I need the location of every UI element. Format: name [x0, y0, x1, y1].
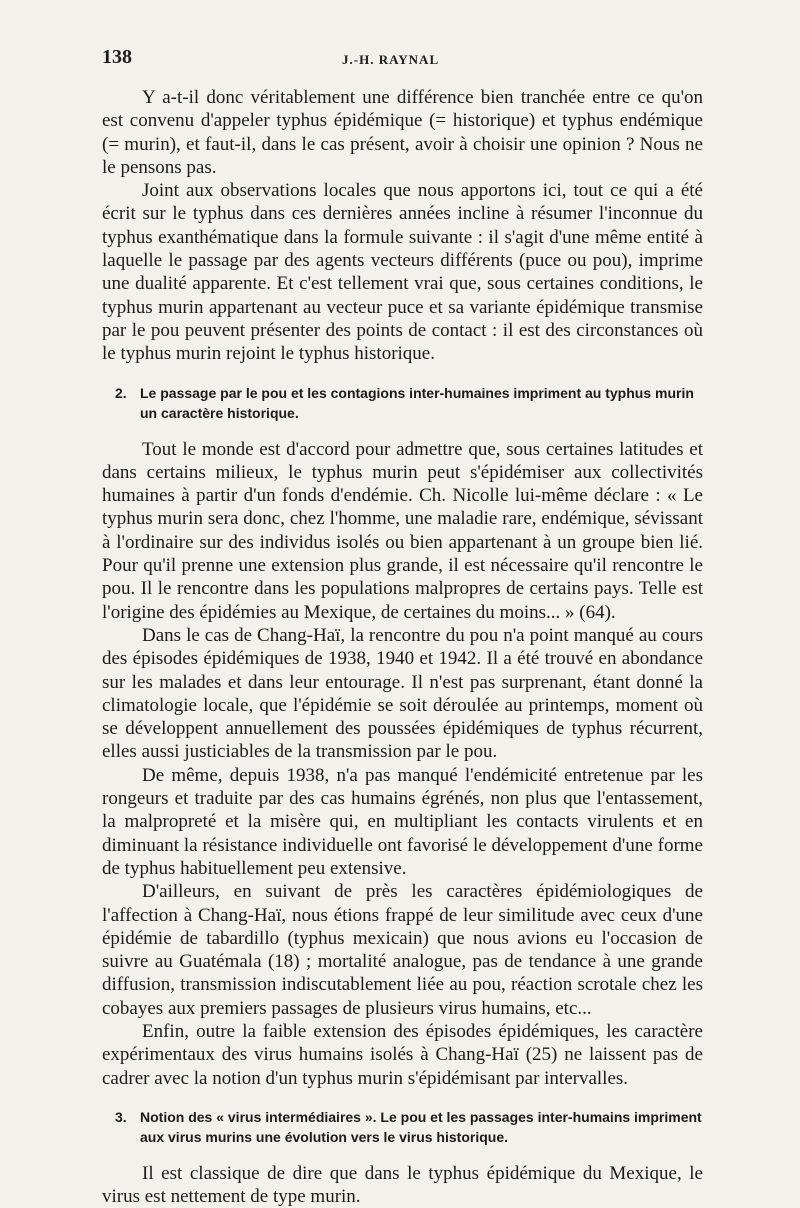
- paragraph: Enfin, outre la faible extension des épisodes épidémiques, les caractère expérimentaux des virus humains isolés à Chang-Haï (25) ne laissent pas de cadrer avec la notion d'un typhus murin s'épidémisant par intervalles.: [102, 1020, 703, 1089]
- section-number: 3.: [115, 1108, 127, 1125]
- page-header: [102, 46, 702, 76]
- paragraph: Dans le cas de Chang-Haï, la rencontre du pou n'a point manqué au cours des épisodes épidémiques de 1938, 1940 et 1942. Il a été trouvé en abondance sur les malades et dans leur entourage. Il n'est pas surprenant, étant donné la climatologie locale, que l'épidémie se soit déroulée au printemps, moment où se développent annuellement des poussées épidémiques de typhus récurrent, elles aussi justiciables de la transmission par le pou.: [102, 624, 703, 763]
- paragraph: Tout le monde est d'accord pour admettre que, sous certaines latitudes et dans certains milieux, le typhus murin peut s'épidémiser aux collectivités humaines à partir d'un fonds d'endémie. Ch. Nicolle lui-même déclare : « Le typhus murin sera donc, chez l'homme, une maladie rare, endémique, sévissant à l'ordinaire sur des individus isolés ou bien appartenant à un groupe bien lié. Pour qu'il prenne une extension plus grande, il est nécessaire qu'il rencontre le pou. Il le rencontre dans les populations malpropres de certains pays. Telle est l'origine des épidémies au Mexique, de certaines du moins... » (64).: [102, 438, 703, 623]
- section-number: 2.: [115, 384, 127, 401]
- paragraph: Il est classique de dire que dans le typhus épidémique du Mexique, le virus est nettement de type murin.: [102, 1162, 703, 1208]
- page-body: [102, 86, 703, 1208]
- paragraph: Y a-t-il donc véritablement une différence bien tranchée entre ce qu'on est convenu d'appeler typhus épidémique (= historique) et typhus endémique (= murin), et faut-il, dans le cas présent, avoir à choisir une opinion ? Nous ne le pensons pas.: [102, 87, 703, 178]
- paragraph: De même, depuis 1938, n'a pas manqué l'endémicité entretenue par les rongeurs et traduite par des cas humains égrénés, non plus que l'entassement, la malpropreté et la misère qui, en multipliant les contacts virulents et en diminuant la résistance individuelle ont favorisé le développement d'une forme de typhus habituellement peu extensive.: [102, 764, 703, 879]
- section-title: Notion des « virus intermédiaires ». Le pou et les passages inter-humains impriment aux virus murins une évolution vers le virus historique.: [140, 1108, 702, 1145]
- paragraph: D'ailleurs, en suivant de près les caractères épidémiologiques de l'affection à Chang-Haï, nous étions frappé de leur similitude avec ceux d'une épidémie de tabardillo (typhus mexicain) que nous avions eu l'occasion de suivre au Guatémala (18) ; mortalité analogue, pas de tendance à une grande diffusion, transmission indiscutablement liée au pou, réaction scrotale chez les cobayes aux premiers passages de plusieurs virus humains, etc...: [102, 881, 703, 1019]
- page-number: 138: [102, 46, 132, 68]
- section-heading: [102, 1107, 703, 1147]
- paragraph: Joint aux observations locales que nous apportons ici, tout ce qui a été écrit sur le typhus dans ces dernières années incline à résumer l'inconnue du typhus exanthématique dans la formule suivante : il s'agit d'une même entité à laquelle le passage par des agents vecteurs différents (puce ou pou), imprime une dualité apparente. Et c'est tellement vrai que, sous certaines conditions, le typhus murin appartenant au vecteur puce et sa variante épidémique transmise par le pou peuvent présenter des points de contact : il est des circonstances où le typhus murin rejoint le typhus historique.: [102, 180, 703, 365]
- section-heading: [102, 383, 703, 423]
- running-head: J.-H. RAYNAL: [342, 52, 440, 67]
- section-title: Le passage par le pou et les contagions inter-humaines impriment au typhus murin un caractère historique.: [140, 384, 694, 421]
